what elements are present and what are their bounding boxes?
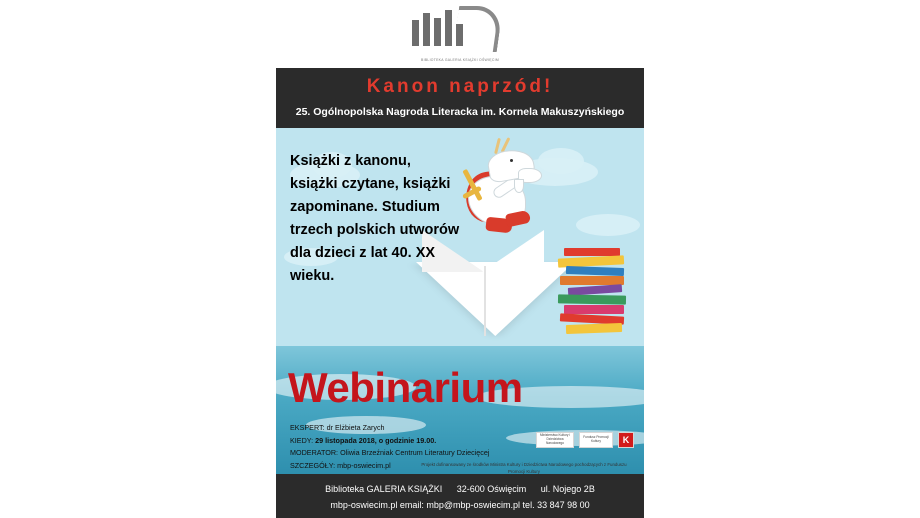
ministry-logo: Ministerstwo Kultury i Dziedzictwa Narodowego <box>536 432 574 448</box>
poster-title: Kanon naprzód! <box>366 76 554 97</box>
goat-knight-illustration <box>462 146 554 262</box>
credit-line <box>290 447 489 460</box>
credit-line <box>290 422 489 435</box>
sponsor-logo-row <box>536 432 634 448</box>
poster-subtitle: 25. Ogólnopolska Nagroda Literacka im. Kornela Makuszyńskiego <box>295 106 625 118</box>
library-logo-icon <box>400 6 520 62</box>
footer-band <box>276 474 644 518</box>
header-band <box>276 68 644 128</box>
credit-value: Oliwia Brzeźniak Centrum Literatury Dziecięcej <box>340 448 490 458</box>
book-item <box>558 294 626 304</box>
credit-label: KIEDY: <box>290 435 314 445</box>
book-item <box>566 266 624 276</box>
footer-contact-line: mbp-oswiecim.pl email: mbp@mbp-oswiecim.pl tel. 33 847 98 00 <box>330 500 590 510</box>
credit-label: SZCZEGÓŁY: <box>290 460 336 470</box>
red-square-logo: K <box>618 432 634 448</box>
credit-value: dr Elżbieta Zarych <box>326 423 385 432</box>
book-item <box>566 323 622 334</box>
book-item <box>564 305 624 314</box>
goat-eye <box>510 159 513 162</box>
footer-institution: Biblioteka GALERIA KSIĄŻKI <box>325 484 443 494</box>
logo-band <box>276 0 644 68</box>
main-illustration-area <box>276 128 644 474</box>
book-item <box>564 248 620 256</box>
goat-beard <box>514 179 524 193</box>
footer-postcode-city: 32-600 Oświęcim <box>456 484 527 494</box>
cloud-icon <box>576 214 640 236</box>
footer-address-line <box>276 484 644 494</box>
logo-caption: BIBLIOTEKA GALERIA KSIĄŻKI OŚWIĘCIM <box>421 58 499 62</box>
footer-street: ul. Nojego 2B <box>540 484 595 494</box>
credit-label: EKSPERT: <box>290 423 325 432</box>
credit-value-link[interactable]: mbp-oswiecim.pl <box>337 460 391 470</box>
credit-label: MODERATOR: <box>290 448 339 458</box>
boat-crease <box>484 266 486 336</box>
event-type-title: Webinarium <box>288 364 523 411</box>
credit-line <box>290 435 489 448</box>
fund-logo: Fundusz Promocji Kultury <box>579 432 613 448</box>
logo-swoosh-icon <box>453 6 503 52</box>
headline-text: Książki z kanonu, książki czytane, książki zapominane. Studium trzech polskich utworów dla dzieci z lat 40. XX wieku. <box>290 153 460 284</box>
book-stack-illustration <box>556 248 636 348</box>
credit-value: 29 listopada 2018, o godzinie 19.00. <box>315 435 437 445</box>
sponsor-note: Projekt dofinansowany ze środków Ministra Kultury i Dziedzictwa Narodowego pochodzących z Funduszu Promocji Kultury <box>421 462 627 474</box>
